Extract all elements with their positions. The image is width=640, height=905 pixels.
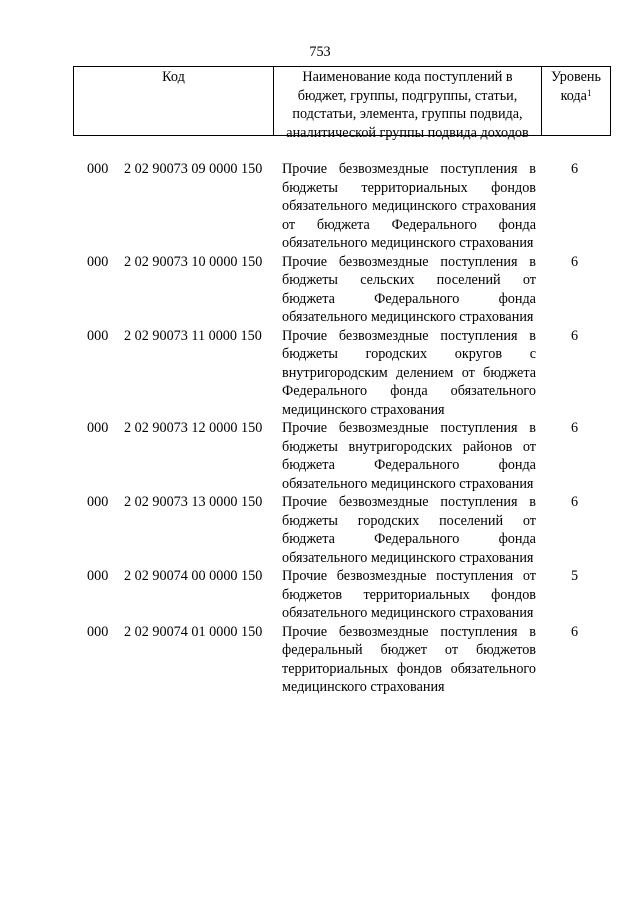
income-code: 2 02 90073 13 0000 150	[124, 494, 263, 510]
header-code: Код	[74, 67, 274, 135]
income-name: Прочие безвозмездные поступления в бюджеты городских поселений от бюджета Федерального фонда обязательного медицинского страхования	[282, 494, 536, 566]
income-name: Прочие безвозмездные поступления в бюджеты сельских поселений от бюджета Федерального фонда обязательного медицинского страхования	[282, 253, 536, 325]
header-level	[542, 67, 610, 135]
income-code: 2 02 90073 09 0000 150	[124, 161, 263, 177]
page-number: 753	[309, 44, 331, 60]
table-row	[0, 567, 640, 623]
admin-code: 000	[87, 623, 109, 640]
admin-code: 000	[87, 494, 109, 510]
income-code: 2 02 90073 10 0000 150	[124, 253, 263, 270]
income-name: Прочие безвозмездные поступления в бюджеты внутригородских районов от бюджета Федерального фонда обязательного медицинского страхования	[282, 420, 536, 492]
income-code: 2 02 90073 11 0000 150	[124, 327, 262, 344]
table-header	[73, 66, 611, 141]
table-row	[0, 493, 640, 567]
table-row	[0, 327, 640, 420]
admin-code: 000	[87, 568, 109, 584]
code-level: 6	[571, 161, 579, 177]
admin-code: 000	[87, 420, 109, 436]
header-level-label: Уровень кода	[551, 69, 601, 104]
code-level: 6	[571, 494, 579, 510]
admin-code: 000	[87, 253, 109, 270]
table-row	[0, 160, 640, 253]
table-body	[0, 160, 640, 697]
income-name: Прочие безвозмездные поступления в бюджеты территориальных фондов обязательного медицинского страхования от бюджета Федерального фонда обязательного медицинского страхования	[282, 161, 536, 251]
admin-code: 000	[87, 327, 109, 344]
table-row	[0, 253, 640, 327]
income-code: 2 02 90073 12 0000 150	[124, 420, 263, 436]
income-code: 2 02 90074 00 0000 150	[124, 568, 263, 584]
table-row	[0, 623, 640, 697]
income-name: Прочие безвозмездные поступления от бюджетов территориальных фондов обязательного медицинского страхования	[282, 568, 536, 621]
code-level: 6	[571, 623, 579, 640]
header-name: Наименование кода поступлений в бюджет, группы, подгруппы, статьи, подстатьи, элемента, группы подвида, аналитической группы подвида доходов	[274, 67, 542, 135]
table-row	[0, 419, 640, 493]
code-level: 6	[571, 327, 579, 344]
admin-code: 000	[87, 161, 109, 177]
income-code: 2 02 90074 01 0000 150	[124, 623, 263, 640]
income-name: Прочие безвозмездные поступления в федеральный бюджет от бюджетов территориальных фондов обязательного медицинского страхования	[282, 623, 536, 695]
code-level: 6	[571, 420, 579, 436]
code-level: 5	[571, 568, 579, 584]
income-name: Прочие безвозмездные поступления в бюджеты городских округов с внутригородским делением от бюджета Федерального фонда обязательного медицинского страхования	[282, 327, 536, 418]
code-level: 6	[571, 253, 579, 270]
footnote-marker: 1	[586, 87, 592, 98]
